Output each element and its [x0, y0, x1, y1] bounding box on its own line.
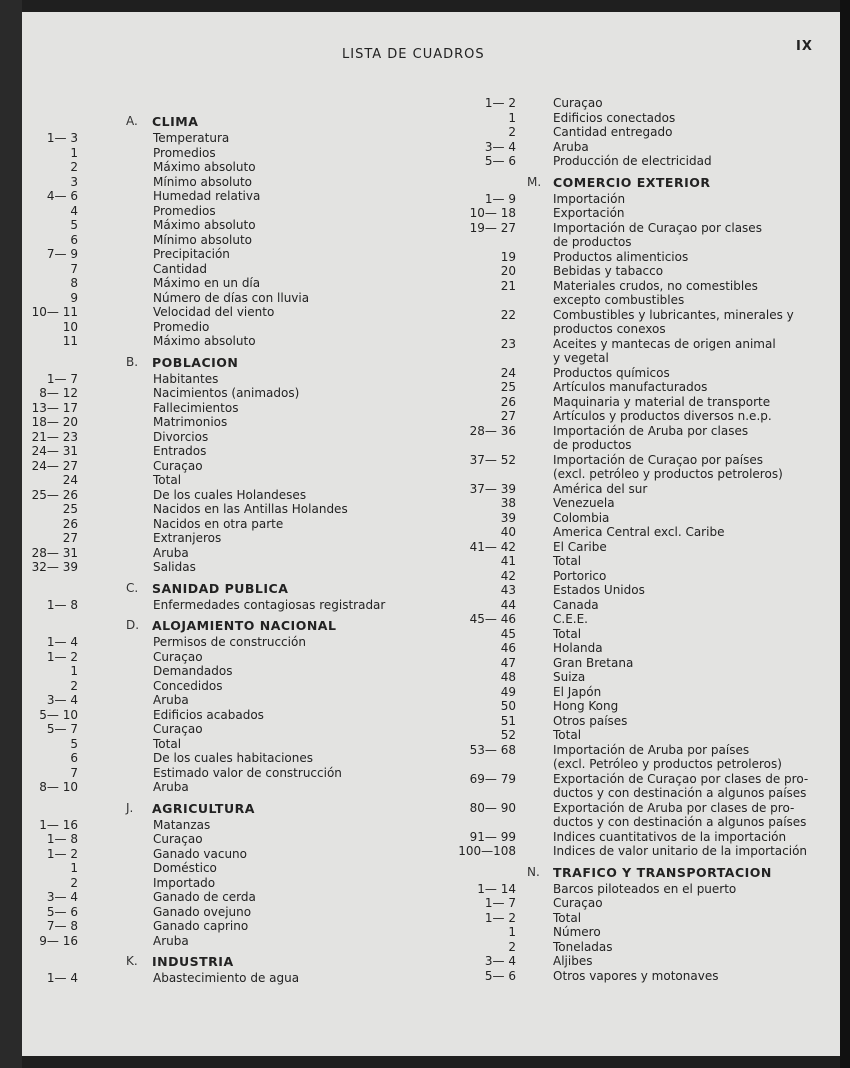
table-title: Importación de Curaçao por clases	[553, 220, 762, 235]
table-number: 49	[500, 684, 516, 699]
table-title: Total	[553, 910, 582, 925]
section-title: TRAFICO Y TRANSPORTACION	[553, 864, 772, 880]
table-title: Demandados	[153, 664, 233, 678]
table-number: 1— 8	[46, 597, 78, 612]
table-number: 1	[508, 110, 516, 125]
table-number: 1	[70, 664, 78, 678]
table-number: 37— 39	[469, 481, 516, 496]
table-title: Otros vapores y motonaves	[553, 968, 719, 983]
table-title: Producción de electricidad	[553, 154, 712, 168]
table-number: 18— 20	[31, 415, 78, 429]
table-title: Curaçao	[153, 832, 203, 846]
section-letter: C.	[126, 580, 139, 595]
table-number: 25	[62, 502, 78, 516]
table-number: 19— 27	[469, 220, 516, 235]
table-number: 51	[500, 713, 516, 728]
table-number: 37— 52	[469, 452, 516, 467]
table-number: 80— 90	[469, 800, 516, 815]
table-number: 3— 4	[484, 954, 516, 968]
table-title: Aruba	[153, 780, 189, 794]
table-title: C.E.E.	[553, 612, 588, 626]
table-title: Curaçao	[553, 896, 603, 910]
table-title: Importación de Curaçao por países	[553, 452, 763, 467]
table-title: Fallecimientos	[153, 400, 239, 415]
table-number: 3	[70, 174, 78, 189]
table-number: 13— 17	[31, 400, 78, 415]
table-number: 26	[62, 516, 78, 531]
table-number: 25— 26	[31, 487, 78, 502]
table-title: Total	[153, 473, 182, 487]
table-number: 2	[508, 125, 516, 139]
table-number: 7	[70, 261, 78, 276]
table-number: 1— 2	[46, 649, 78, 664]
table-title: Máximo absoluto	[153, 160, 256, 174]
table-title: Toneladas	[553, 939, 613, 954]
table-title: Colombia	[553, 510, 610, 525]
table-number: 5— 6	[484, 154, 516, 168]
table-number: 1— 3	[46, 131, 78, 145]
table-title: Extranjeros	[153, 531, 222, 545]
table-title: (excl. Petróleo y productos petroleros)	[553, 757, 782, 771]
table-title: Promedios	[153, 203, 216, 218]
table-title: El Caribe	[553, 539, 607, 554]
table-title: Importación de Aruba por países	[553, 742, 750, 757]
table-title: Precipitación	[153, 247, 230, 261]
section-title: INDUSTRIA	[152, 954, 234, 969]
table-number: 41	[500, 554, 516, 568]
table-title: Ganado ovejuno	[153, 904, 252, 919]
table-number: 1— 4	[46, 971, 78, 985]
table-title: Divorcios	[153, 429, 209, 444]
table-title: Ganado caprino	[153, 919, 249, 933]
table-number: 39	[500, 510, 516, 525]
table-title: Nacidos en las Antillas Holandes	[153, 502, 348, 516]
table-title: Importado	[153, 875, 216, 890]
table-number: 8— 12	[39, 386, 78, 400]
table-title: Total	[153, 736, 182, 751]
table-number: 38	[500, 496, 516, 510]
table-number: 5— 7	[46, 722, 78, 736]
page-number: IX	[796, 39, 813, 54]
table-title: Número	[553, 925, 601, 939]
table-title: Productos químicos	[553, 365, 670, 380]
table-title: América del sur	[553, 481, 648, 496]
table-number: 45— 46	[469, 612, 516, 626]
table-number: 1— 8	[46, 832, 78, 846]
table-number: 44	[500, 597, 516, 612]
table-number: 7	[70, 765, 78, 780]
section-title: AGRICULTURA	[152, 800, 255, 816]
table-number: 19	[500, 249, 516, 264]
table-title: Indices de valor unitario de la importación	[553, 844, 808, 858]
table-title: Curaçao	[153, 722, 203, 736]
table-number: 53— 68	[469, 742, 516, 757]
table-number: 22	[500, 307, 516, 322]
table-number: 9	[70, 290, 78, 305]
table-number: 8— 10	[39, 780, 78, 794]
table-title: Estimado valor de construcción	[153, 765, 342, 780]
table-title: Humedad relativa	[153, 189, 261, 203]
table-title: Aruba	[153, 693, 189, 707]
table-title: y vegetal	[553, 351, 609, 365]
table-title: productos conexos	[553, 322, 666, 336]
table-title: Aljibes	[553, 954, 593, 968]
table-number: 10	[62, 319, 78, 334]
table-number: 1	[70, 861, 78, 875]
table-number: 48	[500, 670, 516, 684]
table-number: 24— 31	[31, 444, 78, 458]
table-number: 47	[500, 655, 516, 670]
table-title: Entrados	[153, 444, 207, 458]
table-title: Máximo absoluto	[153, 334, 256, 348]
table-title: Salidas	[153, 560, 196, 574]
table-title: Canada	[553, 597, 599, 612]
table-title: de productos	[553, 235, 632, 249]
table-number: 10— 18	[469, 206, 516, 220]
section-letter: B.	[126, 354, 139, 369]
table-number: 100—108	[458, 844, 516, 858]
section-title: SANIDAD PUBLICA	[152, 580, 289, 596]
page-edge	[840, 0, 850, 1068]
table-title: Total	[553, 728, 582, 742]
table-number: 1— 9	[484, 191, 516, 206]
table-number: 1— 4	[46, 635, 78, 649]
table-number: 1— 14	[477, 881, 516, 896]
table-title: Abastecimiento de agua	[153, 971, 300, 985]
table-title: Nacimientos (animados)	[153, 386, 300, 400]
table-number: 32— 39	[31, 560, 78, 574]
table-number: 4	[70, 203, 78, 218]
table-title: de productos	[553, 438, 632, 452]
table-number: 46	[500, 641, 516, 655]
table-title: Combustibles y lubricantes, minerales y	[553, 307, 794, 322]
table-number: 10— 11	[31, 305, 78, 319]
table-title: Temperatura	[153, 131, 230, 145]
table-number: 2	[508, 939, 516, 954]
table-number: 45	[500, 626, 516, 641]
table-number: 4— 6	[46, 189, 78, 203]
table-number: 24— 27	[31, 458, 78, 473]
section-title: ALOJAMIENTO NACIONAL	[152, 618, 337, 633]
section-title: CLIMA	[152, 114, 199, 129]
table-title: Maquinaria y material de transporte	[553, 394, 771, 409]
table-title: Mínimo absoluto	[153, 174, 253, 189]
table-number: 20	[500, 264, 516, 278]
section-title: POBLACION	[152, 354, 239, 370]
table-number: 1— 2	[484, 96, 516, 110]
table-number: 5— 6	[484, 968, 516, 983]
table-number: 6	[70, 751, 78, 765]
table-number: 50	[500, 699, 516, 713]
table-title: Productos alimenticios	[553, 249, 689, 264]
table-title: Exportación	[553, 206, 625, 220]
table-title: Materiales crudos, no comestibles	[553, 278, 758, 293]
section-letter: J.	[126, 800, 134, 815]
table-number: 5	[70, 218, 78, 232]
table-number: 3— 4	[46, 890, 78, 904]
table-number: 5— 10	[39, 707, 78, 722]
table-title: Suiza	[553, 670, 586, 684]
table-title: Concedidos	[153, 678, 223, 693]
table-number: 69— 79	[469, 771, 516, 786]
table-title: Exportación de Aruba por clases de pro-	[553, 800, 795, 815]
table-number: 2	[70, 160, 78, 174]
table-title: Aruba	[153, 933, 189, 948]
table-title: Edificios conectados	[553, 110, 676, 125]
table-title: Nacidos en otra parte	[153, 516, 284, 531]
table-number: 28— 36	[469, 423, 516, 438]
table-title: Gran Bretana	[553, 655, 634, 670]
table-title: Exportación de Curaçao por clases de pro-	[553, 771, 809, 786]
table-title: Artículos y productos diversos n.e.p.	[553, 409, 772, 423]
table-title: Cantidad	[153, 261, 207, 276]
table-title: Curaçao	[153, 649, 203, 664]
table-title: Edificios acabados	[153, 707, 264, 722]
table-number: 42	[500, 568, 516, 583]
table-number: 6	[70, 232, 78, 247]
table-title: Estados Unidos	[553, 583, 645, 597]
table-number: 24	[500, 365, 516, 380]
table-title: Máximo absoluto	[153, 218, 256, 232]
table-title: Promedio	[153, 319, 210, 334]
table-title: Curaçao	[553, 96, 603, 110]
table-title: Barcos piloteados en el puerto	[553, 881, 737, 896]
table-number: 2	[70, 678, 78, 693]
table-number: 24	[62, 473, 78, 487]
table-number: 11	[62, 334, 78, 348]
table-number: 21	[500, 278, 516, 293]
table-title: Enfermedades contagiosas registradar	[153, 597, 386, 612]
section-letter: K.	[126, 954, 138, 968]
table-title: Ganado de cerda	[153, 890, 256, 904]
table-number: 1	[70, 145, 78, 160]
section-letter: M.	[527, 174, 542, 189]
table-title: ductos y con destinación a algunos países	[553, 786, 807, 800]
table-title: Ganado vacuno	[153, 846, 247, 861]
table-number: 5	[70, 736, 78, 751]
table-title: Permisos de construcción	[153, 635, 306, 649]
table-title: Velocidad del viento	[153, 305, 275, 319]
table-title: Hong Kong	[553, 699, 619, 713]
table-number: 91— 99	[469, 829, 516, 844]
table-title: excepto combustibles	[553, 293, 685, 307]
table-number: 28— 31	[31, 545, 78, 560]
table-number: 3— 4	[484, 139, 516, 154]
table-title: Aruba	[153, 545, 189, 560]
table-title: Indices cuantitativos de la importación	[553, 829, 787, 844]
table-title: Total	[553, 554, 582, 568]
table-title: Número de días con lluvia	[153, 290, 310, 305]
table-number: 26	[500, 394, 516, 409]
table-title: De los cuales habitaciones	[153, 751, 314, 765]
table-title: Matrimonios	[153, 415, 228, 429]
table-title: Holanda	[553, 641, 603, 655]
table-number: 7— 9	[46, 247, 78, 261]
table-title: El Japón	[553, 684, 602, 699]
section-letter: A.	[126, 114, 138, 128]
table-number: 1	[508, 925, 516, 939]
table-title: Promedios	[153, 145, 216, 160]
table-number: 23	[500, 336, 516, 351]
table-number: 25	[500, 380, 516, 394]
table-title: Venezuela	[553, 496, 615, 510]
table-title: Bebidas y tabacco	[553, 264, 664, 278]
table-number: 41— 42	[469, 539, 516, 554]
table-title: Matanzas	[153, 817, 211, 832]
table-number: 43	[500, 583, 516, 597]
table-title: America Central excl. Caribe	[553, 525, 725, 539]
table-number: 27	[500, 409, 516, 423]
table-title: Aceites y mantecas de origen animal	[553, 336, 776, 351]
table-title: ductos y con destinación a algunos países	[553, 815, 807, 829]
table-number: 40	[500, 525, 516, 539]
table-title: Curaçao	[153, 458, 203, 473]
table-title: Importación de Aruba por clases	[553, 423, 749, 438]
table-number: 1— 16	[39, 817, 78, 832]
table-title: Portorico	[553, 568, 607, 583]
table-number: 2	[70, 875, 78, 890]
table-title: Importación	[553, 191, 626, 206]
table-number: 1— 7	[46, 371, 78, 386]
table-number: 21— 23	[31, 429, 78, 444]
page-title: LISTA DE CUADROS	[342, 47, 485, 62]
section-title: COMERCIO EXTERIOR	[553, 174, 711, 190]
table-number: 52	[500, 728, 516, 742]
table-number: 1— 2	[46, 846, 78, 861]
table-title: Aruba	[553, 139, 589, 154]
table-title: Total	[553, 626, 582, 641]
table-number: 7— 8	[46, 919, 78, 933]
table-title: Cantidad entregado	[553, 125, 673, 139]
section-letter: N.	[527, 864, 540, 879]
table-title: Artículos manufacturados	[553, 380, 708, 394]
table-number: 9— 16	[39, 933, 78, 948]
table-number: 3— 4	[46, 693, 78, 707]
table-title: Mínimo absoluto	[153, 232, 253, 247]
table-title: De los cuales Holandeses	[153, 487, 307, 502]
table-title: Máximo en un día	[153, 276, 261, 290]
table-title: Otros países	[553, 713, 628, 728]
table-number: 5— 6	[46, 904, 78, 919]
table-title: (excl. petróleo y productos petroleros)	[553, 467, 783, 481]
table-title: Doméstico	[153, 861, 217, 875]
table-number: 8	[70, 276, 78, 290]
table-number: 1— 2	[484, 910, 516, 925]
table-title: Habitantes	[153, 371, 219, 386]
table-number: 27	[62, 531, 78, 545]
table-number: 1— 7	[484, 896, 516, 910]
section-letter: D.	[126, 618, 140, 632]
